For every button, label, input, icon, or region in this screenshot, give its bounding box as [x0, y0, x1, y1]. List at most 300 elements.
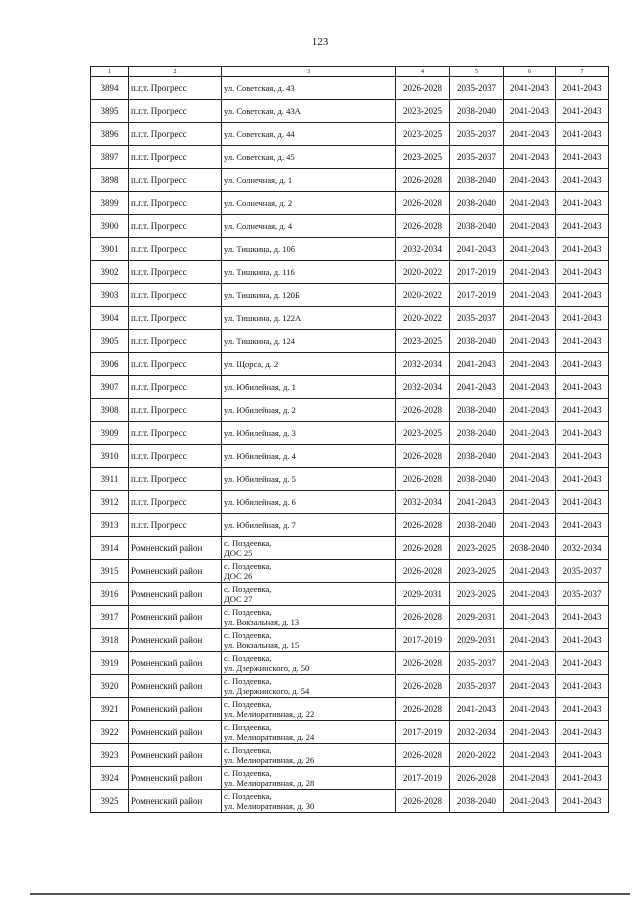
period-col4-cell: 2026-2028 [396, 192, 450, 215]
address-line-2: ул. Мелиоративная, д. 28 [224, 778, 315, 788]
period-col6-cell: 2041-2043 [504, 721, 556, 744]
period-col7-cell: 2041-2043 [556, 698, 609, 721]
row-number-cell: 3897 [91, 146, 129, 169]
period-col5-cell: 2038-2040 [450, 399, 504, 422]
period-col7-cell: 2041-2043 [556, 261, 609, 284]
address-cell [222, 767, 396, 790]
period-col5-cell: 2038-2040 [450, 514, 504, 537]
period-col6-cell: 2041-2043 [504, 514, 556, 537]
address-line-2: ДОС 26 [224, 571, 253, 581]
table-row [91, 675, 609, 698]
period-col7-cell: 2032-2034 [556, 537, 609, 560]
locality-cell: п.г.т. Прогресс [129, 261, 222, 284]
period-col6-cell: 2041-2043 [504, 399, 556, 422]
period-col6-cell: 2041-2043 [504, 583, 556, 606]
header-cell-4: 4 [396, 67, 450, 77]
period-col6-cell: 2041-2043 [504, 169, 556, 192]
table-row [91, 399, 609, 422]
table-header [91, 67, 609, 77]
locality-cell: Ромненский район [129, 698, 222, 721]
address-line-2: ул. Мелиоративная, д. 24 [224, 732, 315, 742]
address-line-1: с. Поздеевка, [224, 699, 272, 709]
period-col7-cell: 2041-2043 [556, 100, 609, 123]
period-col5-cell: 2038-2040 [450, 330, 504, 353]
address-line-1: ул. Юбилейная, д. 5 [224, 474, 296, 484]
period-col4-cell: 2026-2028 [396, 537, 450, 560]
period-col5-cell: 2035-2037 [450, 123, 504, 146]
period-col5-cell: 2041-2043 [450, 353, 504, 376]
period-col7-cell: 2041-2043 [556, 790, 609, 813]
period-col5-cell: 2032-2034 [450, 721, 504, 744]
table-row [91, 445, 609, 468]
locality-cell: Ромненский район [129, 583, 222, 606]
address-line-1: ул. Солнечная, д. 2 [224, 198, 293, 208]
period-col4-cell: 2029-2031 [396, 583, 450, 606]
period-col6-cell: 2041-2043 [504, 560, 556, 583]
locality-cell: Ромненский район [129, 652, 222, 675]
table-row [91, 790, 609, 813]
locality-cell: п.г.т. Прогресс [129, 284, 222, 307]
locality-cell: Ромненский район [129, 537, 222, 560]
row-number-cell: 3921 [91, 698, 129, 721]
table-row [91, 215, 609, 238]
address-line-1: ул. Советская, д. 44 [224, 129, 295, 139]
table-row [91, 307, 609, 330]
period-col5-cell: 2038-2040 [450, 100, 504, 123]
address-line-1: ул. Тишкина, д. 124 [224, 336, 296, 346]
table-row [91, 376, 609, 399]
period-col7-cell: 2041-2043 [556, 744, 609, 767]
table-row [91, 629, 609, 652]
row-number-cell: 3918 [91, 629, 129, 652]
row-number-cell: 3917 [91, 606, 129, 629]
address-cell [222, 790, 396, 813]
period-col6-cell: 2038-2040 [504, 537, 556, 560]
period-col6-cell: 2041-2043 [504, 100, 556, 123]
address-line-2: ул. Мелиоративная, д. 30 [224, 801, 315, 811]
period-col4-cell: 2026-2028 [396, 445, 450, 468]
row-number-cell: 3916 [91, 583, 129, 606]
row-number-cell: 3905 [91, 330, 129, 353]
address-cell [222, 744, 396, 767]
period-col6-cell: 2041-2043 [504, 146, 556, 169]
period-col6-cell: 2041-2043 [504, 606, 556, 629]
locality-cell: п.г.т. Прогресс [129, 422, 222, 445]
address-line-1: ул. Солнечная, д. 1 [224, 175, 293, 185]
row-number-cell: 3908 [91, 399, 129, 422]
period-col7-cell: 2041-2043 [556, 146, 609, 169]
address-line-1: с. Поздеевка, [224, 745, 272, 755]
table-row [91, 767, 609, 790]
period-col5-cell: 2035-2037 [450, 146, 504, 169]
period-col4-cell: 2026-2028 [396, 514, 450, 537]
address-line-1: ул. Юбилейная, д. 1 [224, 382, 296, 392]
address-line-2: ул. Вокзальная, д. 15 [224, 640, 300, 650]
period-col7-cell: 2041-2043 [556, 284, 609, 307]
row-number-cell: 3896 [91, 123, 129, 146]
address-line-1: ул. Тишкина, д. 10б [224, 244, 296, 254]
page-number: 123 [311, 36, 329, 48]
period-col4-cell: 2023-2025 [396, 123, 450, 146]
period-col6-cell: 2041-2043 [504, 629, 556, 652]
address-cell [222, 215, 396, 238]
row-number-cell: 3922 [91, 721, 129, 744]
address-line-1: ул. Юбилейная, д. 2 [224, 405, 296, 415]
period-col6-cell: 2041-2043 [504, 215, 556, 238]
locality-cell: Ромненский район [129, 767, 222, 790]
row-number-cell: 3910 [91, 445, 129, 468]
period-col5-cell: 2029-2031 [450, 606, 504, 629]
address-line-1: ул. Солнечная, д. 4 [224, 221, 293, 231]
row-number-cell: 3914 [91, 537, 129, 560]
address-cell [222, 100, 396, 123]
period-col6-cell: 2041-2043 [504, 698, 556, 721]
address-line-2: ул. Дзержинского, д. 54 [224, 686, 310, 696]
period-col4-cell: 2017-2019 [396, 767, 450, 790]
address-cell [222, 146, 396, 169]
period-col4-cell: 2026-2028 [396, 606, 450, 629]
row-number-cell: 3909 [91, 422, 129, 445]
period-col7-cell: 2041-2043 [556, 606, 609, 629]
locality-cell: Ромненский район [129, 790, 222, 813]
period-col4-cell: 2026-2028 [396, 399, 450, 422]
table-row [91, 744, 609, 767]
address-cell [222, 583, 396, 606]
table-row [91, 468, 609, 491]
address-line-1: с. Поздеевка, [224, 538, 272, 548]
period-col5-cell: 2035-2037 [450, 652, 504, 675]
address-line-1: с. Поздеевка, [224, 791, 272, 801]
header-cell-2: 2 [129, 67, 222, 77]
address-cell [222, 284, 396, 307]
period-col4-cell: 2023-2025 [396, 146, 450, 169]
row-number-cell: 3925 [91, 790, 129, 813]
address-cell [222, 468, 396, 491]
locality-cell: п.г.т. Прогресс [129, 238, 222, 261]
period-col7-cell: 2041-2043 [556, 215, 609, 238]
period-col6-cell: 2041-2043 [504, 422, 556, 445]
address-cell [222, 445, 396, 468]
address-line-1: ул. Тишкина, д. 122А [224, 313, 302, 323]
address-line-1: с. Поздеевка, [224, 607, 272, 617]
table-row [91, 606, 609, 629]
address-line-1: ул. Юбилейная, д. 4 [224, 451, 296, 461]
address-cell [222, 261, 396, 284]
address-cell [222, 675, 396, 698]
locality-cell: п.г.т. Прогресс [129, 514, 222, 537]
address-cell [222, 77, 396, 100]
period-col4-cell: 2020-2022 [396, 307, 450, 330]
address-cell [222, 330, 396, 353]
table-row [91, 560, 609, 583]
locality-cell: Ромненский район [129, 629, 222, 652]
row-number-cell: 3899 [91, 192, 129, 215]
address-cell [222, 721, 396, 744]
period-col4-cell: 2026-2028 [396, 77, 450, 100]
period-col4-cell: 2023-2025 [396, 100, 450, 123]
period-col6-cell: 2041-2043 [504, 307, 556, 330]
period-col7-cell: 2041-2043 [556, 399, 609, 422]
table-row [91, 514, 609, 537]
header-cell-1: 1 [91, 67, 129, 77]
table-row [91, 537, 609, 560]
period-col7-cell: 2041-2043 [556, 721, 609, 744]
address-line-2: ДОС 27 [224, 594, 253, 604]
address-cell [222, 698, 396, 721]
table-row [91, 261, 609, 284]
table-row [91, 100, 609, 123]
row-number-cell: 3901 [91, 238, 129, 261]
address-cell [222, 537, 396, 560]
row-number-cell: 3906 [91, 353, 129, 376]
address-cell [222, 652, 396, 675]
locality-cell: п.г.т. Прогресс [129, 77, 222, 100]
period-col5-cell: 2017-2019 [450, 261, 504, 284]
locality-cell: п.г.т. Прогресс [129, 376, 222, 399]
period-col5-cell: 2023-2025 [450, 537, 504, 560]
row-number-cell: 3915 [91, 560, 129, 583]
table-row [91, 330, 609, 353]
row-number-cell: 3904 [91, 307, 129, 330]
address-cell [222, 629, 396, 652]
period-col6-cell: 2041-2043 [504, 330, 556, 353]
period-col5-cell: 2017-2019 [450, 284, 504, 307]
period-col7-cell: 2041-2043 [556, 169, 609, 192]
period-col6-cell: 2041-2043 [504, 284, 556, 307]
header-cell-3: 3 [222, 67, 396, 77]
row-number-cell: 3913 [91, 514, 129, 537]
locality-cell: п.г.т. Прогресс [129, 491, 222, 514]
period-col6-cell: 2041-2043 [504, 468, 556, 491]
address-line-1: с. Поздеевка, [224, 768, 272, 778]
address-line-1: с. Поздеевка, [224, 653, 272, 663]
period-col6-cell: 2041-2043 [504, 652, 556, 675]
period-col7-cell: 2041-2043 [556, 767, 609, 790]
table-row [91, 353, 609, 376]
period-col7-cell: 2041-2043 [556, 652, 609, 675]
period-col6-cell: 2041-2043 [504, 767, 556, 790]
row-number-cell: 3902 [91, 261, 129, 284]
period-col6-cell: 2041-2043 [504, 353, 556, 376]
period-col5-cell: 2041-2043 [450, 238, 504, 261]
address-line-1: ул. Советская, д. 43 [224, 83, 295, 93]
period-col5-cell: 2041-2043 [450, 698, 504, 721]
locality-cell: п.г.т. Прогресс [129, 215, 222, 238]
locality-cell: п.г.т. Прогресс [129, 468, 222, 491]
address-line-1: с. Поздеевка, [224, 676, 272, 686]
period-col6-cell: 2041-2043 [504, 238, 556, 261]
period-col4-cell: 2026-2028 [396, 560, 450, 583]
period-col5-cell: 2029-2031 [450, 629, 504, 652]
address-line-1: ул. Советская, д. 43А [224, 106, 301, 116]
row-number-cell: 3900 [91, 215, 129, 238]
period-col6-cell: 2041-2043 [504, 790, 556, 813]
period-col4-cell: 2032-2034 [396, 353, 450, 376]
header-row [91, 67, 609, 77]
row-number-cell: 3919 [91, 652, 129, 675]
locality-cell: Ромненский район [129, 744, 222, 767]
address-cell [222, 606, 396, 629]
locality-cell: п.г.т. Прогресс [129, 399, 222, 422]
locality-cell: Ромненский район [129, 675, 222, 698]
period-col7-cell: 2041-2043 [556, 514, 609, 537]
address-line-1: ул. Щорса, д. 2 [224, 359, 279, 369]
address-line-1: ул. Тишкина, д. 120Б [224, 290, 300, 300]
period-col7-cell: 2035-2037 [556, 583, 609, 606]
period-col5-cell: 2026-2028 [450, 767, 504, 790]
locality-cell: п.г.т. Прогресс [129, 330, 222, 353]
table-row [91, 652, 609, 675]
period-col4-cell: 2032-2034 [396, 376, 450, 399]
header-cell-5: 5 [450, 67, 504, 77]
locality-cell: Ромненский район [129, 606, 222, 629]
address-line-1: с. Поздеевка, [224, 584, 272, 594]
table-row [91, 146, 609, 169]
address-cell [222, 491, 396, 514]
period-col6-cell: 2041-2043 [504, 123, 556, 146]
period-col7-cell: 2041-2043 [556, 192, 609, 215]
address-cell [222, 353, 396, 376]
period-col5-cell: 2038-2040 [450, 169, 504, 192]
period-col4-cell: 2026-2028 [396, 215, 450, 238]
row-number-cell: 3894 [91, 77, 129, 100]
locality-cell: п.г.т. Прогресс [129, 100, 222, 123]
period-col5-cell: 2023-2025 [450, 560, 504, 583]
address-line-2: ул. Вокзальная, д. 13 [224, 617, 300, 627]
period-col4-cell: 2026-2028 [396, 790, 450, 813]
table-row [91, 698, 609, 721]
period-col6-cell: 2041-2043 [504, 376, 556, 399]
table-row [91, 284, 609, 307]
address-cell [222, 422, 396, 445]
period-col7-cell: 2041-2043 [556, 353, 609, 376]
row-number-cell: 3898 [91, 169, 129, 192]
period-col5-cell: 2038-2040 [450, 790, 504, 813]
locality-cell: п.г.т. Прогресс [129, 307, 222, 330]
address-cell [222, 238, 396, 261]
table-body [91, 77, 609, 813]
period-col7-cell: 2041-2043 [556, 468, 609, 491]
period-col4-cell: 2032-2034 [396, 491, 450, 514]
period-col5-cell: 2035-2037 [450, 675, 504, 698]
period-col5-cell: 2020-2022 [450, 744, 504, 767]
address-cell [222, 399, 396, 422]
period-col4-cell: 2020-2022 [396, 261, 450, 284]
row-number-cell: 3920 [91, 675, 129, 698]
address-line-2: ул. Дзержинского, д. 50 [224, 663, 310, 673]
address-line-1: ул. Юбилейная, д. 6 [224, 497, 296, 507]
address-cell [222, 169, 396, 192]
period-col4-cell: 2026-2028 [396, 652, 450, 675]
address-line-1: ул. Советская, д. 45 [224, 152, 295, 162]
table-row [91, 583, 609, 606]
header-cell-7: 7 [556, 67, 609, 77]
period-col7-cell: 2041-2043 [556, 77, 609, 100]
period-col6-cell: 2041-2043 [504, 192, 556, 215]
register-table [90, 66, 609, 813]
period-col5-cell: 2035-2037 [450, 77, 504, 100]
period-col7-cell: 2041-2043 [556, 376, 609, 399]
locality-cell: п.г.т. Прогресс [129, 146, 222, 169]
period-col7-cell: 2041-2043 [556, 491, 609, 514]
period-col4-cell: 2026-2028 [396, 698, 450, 721]
table-row [91, 77, 609, 100]
header-cell-6: 6 [504, 67, 556, 77]
address-line-1: ул. Юбилейная, д. 7 [224, 520, 296, 530]
row-number-cell: 3923 [91, 744, 129, 767]
locality-cell: п.г.т. Прогресс [129, 353, 222, 376]
period-col7-cell: 2041-2043 [556, 422, 609, 445]
address-line-1: с. Поздеевка, [224, 722, 272, 732]
address-cell [222, 123, 396, 146]
table-row [91, 123, 609, 146]
period-col7-cell: 2041-2043 [556, 445, 609, 468]
period-col5-cell: 2038-2040 [450, 445, 504, 468]
table-row [91, 422, 609, 445]
period-col5-cell: 2038-2040 [450, 422, 504, 445]
period-col7-cell: 2041-2043 [556, 629, 609, 652]
period-col4-cell: 2023-2025 [396, 330, 450, 353]
period-col7-cell: 2041-2043 [556, 123, 609, 146]
period-col6-cell: 2041-2043 [504, 491, 556, 514]
table-row [91, 721, 609, 744]
period-col5-cell: 2041-2043 [450, 376, 504, 399]
locality-cell: п.г.т. Прогресс [129, 123, 222, 146]
table-row [91, 491, 609, 514]
table-row [91, 169, 609, 192]
period-col5-cell: 2038-2040 [450, 215, 504, 238]
period-col4-cell: 2020-2022 [396, 284, 450, 307]
address-cell [222, 192, 396, 215]
period-col4-cell: 2017-2019 [396, 629, 450, 652]
period-col4-cell: 2026-2028 [396, 744, 450, 767]
row-number-cell: 3912 [91, 491, 129, 514]
table-row [91, 238, 609, 261]
period-col5-cell: 2038-2040 [450, 468, 504, 491]
period-col6-cell: 2041-2043 [504, 445, 556, 468]
period-col4-cell: 2017-2019 [396, 721, 450, 744]
period-col7-cell: 2041-2043 [556, 307, 609, 330]
period-col7-cell: 2035-2037 [556, 560, 609, 583]
period-col4-cell: 2026-2028 [396, 169, 450, 192]
locality-cell: п.г.т. Прогресс [129, 169, 222, 192]
address-line-1: ул. Тишкина, д. 116 [224, 267, 295, 277]
period-col6-cell: 2041-2043 [504, 744, 556, 767]
row-number-cell: 3911 [91, 468, 129, 491]
row-number-cell: 3903 [91, 284, 129, 307]
table-row [91, 192, 609, 215]
period-col5-cell: 2023-2025 [450, 583, 504, 606]
period-col7-cell: 2041-2043 [556, 330, 609, 353]
address-cell [222, 514, 396, 537]
locality-cell: Ромненский район [129, 560, 222, 583]
period-col6-cell: 2041-2043 [504, 675, 556, 698]
row-number-cell: 3907 [91, 376, 129, 399]
period-col5-cell: 2038-2040 [450, 192, 504, 215]
address-cell [222, 376, 396, 399]
period-col4-cell: 2026-2028 [396, 675, 450, 698]
period-col7-cell: 2041-2043 [556, 675, 609, 698]
address-cell [222, 307, 396, 330]
row-number-cell: 3895 [91, 100, 129, 123]
address-line-2: ул. Мелиоративная, д. 26 [224, 755, 315, 765]
row-number-cell: 3924 [91, 767, 129, 790]
period-col5-cell: 2035-2037 [450, 307, 504, 330]
locality-cell: Ромненский район [129, 721, 222, 744]
address-line-1: с. Поздеевка, [224, 561, 272, 571]
address-line-2: ул. Мелиоративная, д. 22 [224, 709, 315, 719]
period-col7-cell: 2041-2043 [556, 238, 609, 261]
